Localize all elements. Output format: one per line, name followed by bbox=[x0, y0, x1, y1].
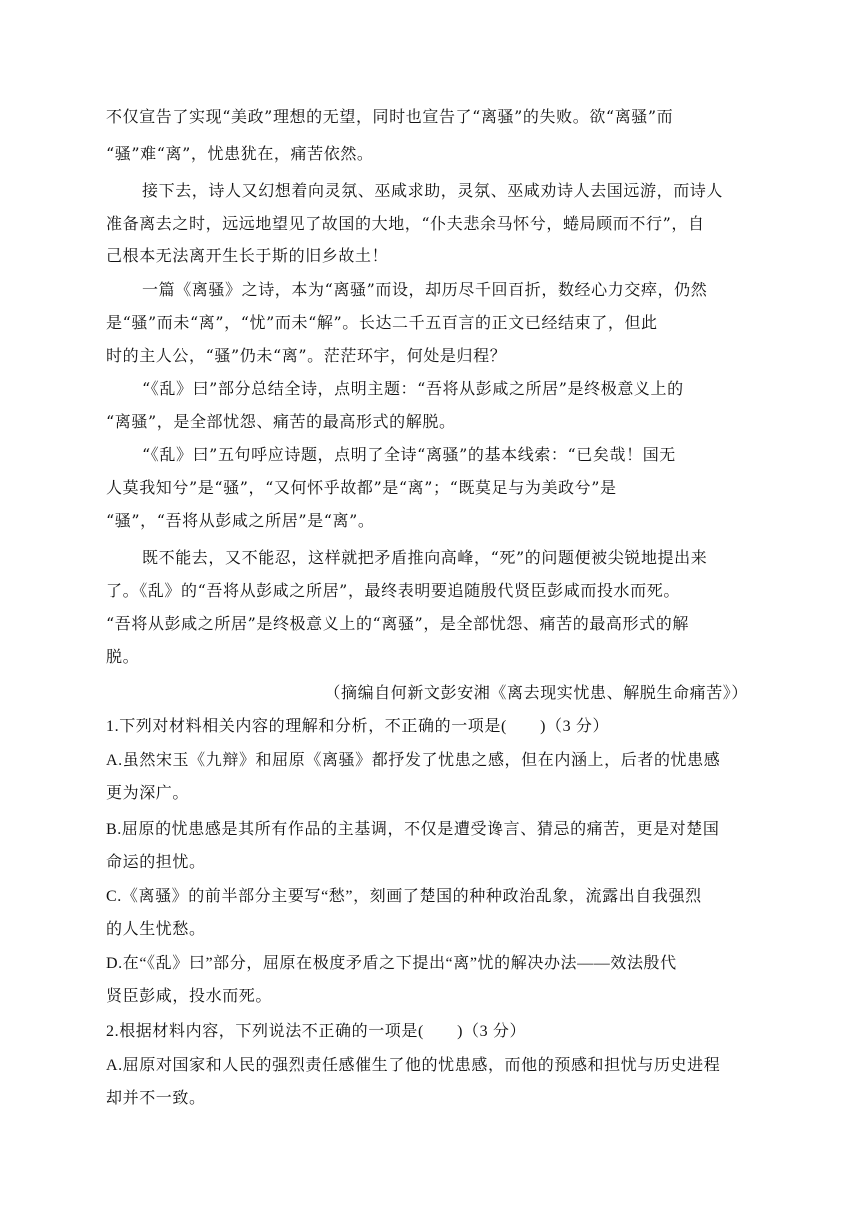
passage-line: 人莫我知兮”是“骚”，“又何怀乎故都”是“离”；“既莫足与为美政兮”是 bbox=[106, 478, 617, 497]
passage-line: 接下去，诗人又幻想着向灵氛、巫咸求助，灵氛、巫咸劝诗人去国远游，而诗人 bbox=[142, 181, 724, 200]
question-1-option-d: D.在“《乱》曰”部分，屈原在极度矛盾之下提出“离”忧的解决办法——效法殷代 bbox=[106, 955, 677, 972]
passage-line: 是“骚”而未“离”，“忧”而未“解”。长达二千五百言的正文已经结束了，但此 bbox=[106, 313, 658, 332]
question-1-option-b: B.屈原的忧患感是其所有作品的主基调，不仅是遭受谗言、猜忌的痛苦，更是对楚国 bbox=[106, 821, 720, 838]
question-2-option-a-cont: 却并不一致。 bbox=[106, 1090, 206, 1107]
passage-line: “吾将从彭咸之所居”是终极意义上的“离骚”，是全部忧怨、痛苦的最高形式的解 bbox=[106, 614, 689, 633]
question-2-option-a: A.屈原对国家和人民的强烈责任感催生了他的忧患感，而他的预感和担忧与历史进程 bbox=[106, 1057, 721, 1074]
passage-line: “离骚”，是全部忧怨、痛苦的最高形式的解脱。 bbox=[106, 412, 456, 431]
question-1-stem: 1.下列对材料相关内容的理解和分析，不正确的一项是( )（3 分） bbox=[106, 718, 610, 735]
passage-line: 时的主人公，“骚”仍未“离”。茫茫环宇，何处是归程？ bbox=[106, 346, 507, 365]
passage-line: “《乱》曰”五句呼应诗题，点明了全诗“离骚”的基本线索：“已矣哉！国无 bbox=[142, 445, 676, 464]
passage-line: 脱。 bbox=[106, 647, 140, 666]
source-citation: （摘编自何新文彭安湘《离去现实忧患、解脱生命痛苦》） bbox=[324, 683, 748, 702]
question-1-option-a: A.虽然宋玉《九辩》和屈原《离骚》都抒发了忧患之感，但在内涵上，后者的忧患感 bbox=[106, 752, 721, 769]
question-2-stem: 2.根据材料内容，下列说法不正确的一项是( )（3 分） bbox=[106, 1023, 527, 1040]
question-1-option-c-cont: 的人生忧愁。 bbox=[106, 921, 206, 938]
passage-line: 不仅宣告了实现“美政”理想的无望，同时也宣告了“离骚”的失败。欲“离骚”而 bbox=[106, 107, 674, 126]
passage-line: “骚”，“吾将从彭咸之所居”是“离”。 bbox=[106, 511, 375, 530]
passage-line: “骚”难“离”，忧患犹在，痛苦依然。 bbox=[106, 144, 374, 163]
passage-line: 己根本无法离开生长于斯的旧乡故土！ bbox=[106, 246, 389, 265]
passage-line: 了。《乱》的“吾将从彭咸之所居”，最终表明要追随殷代贤臣彭咸而投水而死。 bbox=[106, 581, 680, 600]
passage-line: “《乱》曰”部分总结全诗，点明主题：“吾将从彭咸之所居”是终极意义上的 bbox=[142, 379, 684, 398]
question-1-option-d-cont: 贤臣彭咸，投水而死。 bbox=[106, 988, 273, 1005]
question-1-option-a-cont: 更为深广。 bbox=[106, 785, 190, 802]
question-1-option-c: C.《离骚》的前半部分主要写“愁”，刻画了楚国的种种政治乱象，流露出自我强烈 bbox=[106, 888, 702, 905]
passage-line: 准备离去之时，远远地望见了故国的大地，“仆夫悲余马怀兮，蜷局顾而不行”，自 bbox=[106, 214, 705, 233]
passage-line: 既不能去，又不能忍，这样就把矛盾推向高峰，“死”的问题便被尖锐地提出来 bbox=[142, 548, 708, 567]
question-1-option-b-cont: 命运的担忧。 bbox=[106, 854, 206, 871]
passage-line: 一篇《离骚》之诗，本为“离骚”而设，却历尽千回百折，数经心力交瘁，仍然 bbox=[142, 280, 708, 299]
